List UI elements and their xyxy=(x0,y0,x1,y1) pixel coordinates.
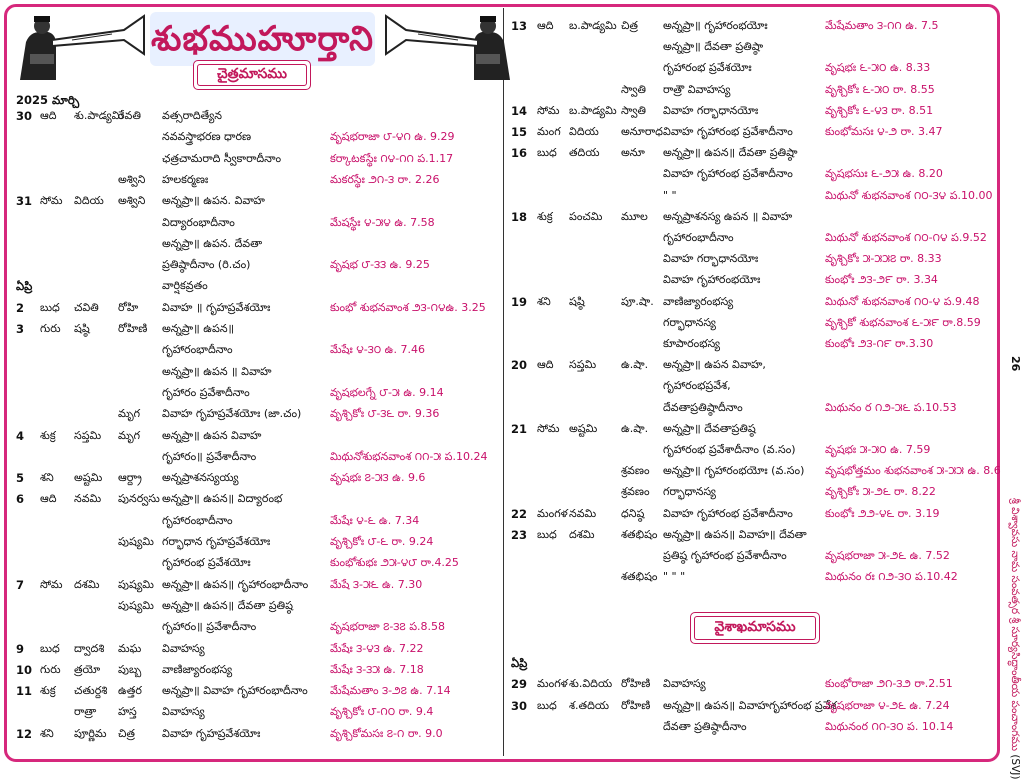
entry-row xyxy=(0,660,503,680)
entry-time: మకరస్థేః ౨౧-౩ రా. 2.26 xyxy=(330,172,440,186)
entry-time: వృషభరాజా ౭-౩౭ ప.8.58 xyxy=(330,620,446,634)
entry-date: 23 xyxy=(511,527,528,542)
entry-day: సోమ xyxy=(40,194,63,208)
entry-day: ఆది xyxy=(537,358,554,372)
entry-tithi: అష్టమి xyxy=(74,471,103,485)
entry-event: వివాహ గృహారంభ ప్రవేశాదీనాం xyxy=(663,167,793,181)
entry-event: దేవతాప్రతిష్ఠాదీనాం xyxy=(663,400,743,414)
entry-date: 20 xyxy=(511,358,528,373)
entry-time: మిథునంర ౧౧-౩౦ ప. 10.14 xyxy=(825,720,954,733)
entry-tithi: త్రయో xyxy=(74,662,101,676)
entry-event: వివాహ గర్భాధానయోః xyxy=(663,252,759,266)
entry-day: సోమ xyxy=(537,421,560,435)
entry-row xyxy=(0,362,503,382)
entry-event: వివాహ గృహారంభయోః xyxy=(663,273,761,287)
side-label-a: శ్రీ విశ్వావసు నామ సంవత్సర శ్రీ xyxy=(1009,498,1021,624)
entry-date: 10 xyxy=(16,662,33,677)
entry-time: మిథునో శుభనవాంశ ౧౦-౩౪ ప.10.00 xyxy=(825,188,993,202)
entry-time: మేషస్థేః ౪-౫౪ ఉ. 7.58 xyxy=(330,215,435,229)
entry-day: శని xyxy=(40,726,54,740)
entry-star: రోహి xyxy=(118,300,139,314)
entry-event: వివాహ గృహారంభ ప్రవేశాదీనాం xyxy=(663,506,793,520)
entry-row xyxy=(503,525,1000,545)
entry-event: అన్నప్రా॥ ఉపన వివాహ, xyxy=(663,358,766,372)
page-title xyxy=(150,12,375,66)
entry-date: 30 xyxy=(511,698,528,713)
entry-event: వార్షికవ్రతం xyxy=(162,279,208,293)
entry-event: విద్యారంభాదీనాం xyxy=(162,215,235,229)
entry-date: 4 xyxy=(16,428,25,443)
entry-event: ప్రతిష్ఠ గృహారంభ ప్రవేశాదీనాం xyxy=(663,549,787,562)
entry-event: గృహారంభాదీనాం xyxy=(162,343,233,357)
entry-date: 6 xyxy=(16,492,25,507)
month-box-vaisakha xyxy=(690,612,820,644)
entry-time: వృషభలగ్నే ౮-౫ ఉ. 9.14 xyxy=(330,385,444,399)
entry-event: అన్నప్రా॥ గృహారంభయోః (వ.సం) xyxy=(663,464,805,478)
entry-time: మేషేః ౪-౩౦ ఉ. 7.46 xyxy=(330,343,425,357)
entry-star: ఉ.షా. xyxy=(621,421,649,435)
entry-time: వృశ్చికోః ౫-౫౫౭ రా. 8.33 xyxy=(825,252,942,266)
entry-time: కర్కాటకస్థేః ౧౪-౧౧ ప.1.17 xyxy=(330,151,454,165)
entry-day: ఆది xyxy=(40,109,57,122)
entry-time: వృషభరాజా ౫-౨౬ ఉ. 7.52 xyxy=(825,549,950,562)
entry-date: 15 xyxy=(511,125,528,139)
entry-star: ఉ.షా. xyxy=(621,358,649,372)
entry-day: బుధ xyxy=(537,698,557,712)
entry-event: గర్భాధానస్య xyxy=(663,315,716,329)
entry-day: శుక్ర xyxy=(40,428,56,442)
entry-star: పుష్యమి xyxy=(118,598,154,612)
entry-tithi: విదియ xyxy=(74,194,104,208)
entry-event: వివాహ గృహప్రవేశయోః xyxy=(162,726,261,740)
entry-row xyxy=(503,270,1000,290)
entry-star: అనూ xyxy=(621,146,645,160)
entry-row xyxy=(503,461,1000,481)
entry-day: శని xyxy=(40,471,54,485)
entry-time: మిథునో శుభనవాంశ ౧౦-౧౪ ప.9.52 xyxy=(825,231,987,244)
entry-event: దేవతా ప్రతిష్ఠాదీనాం xyxy=(663,720,747,733)
entry-row xyxy=(0,596,503,616)
entry-date: 9 xyxy=(16,641,25,656)
entry-day: శుక్ర xyxy=(537,209,553,223)
entry-row xyxy=(503,696,1000,716)
entry-time: వృశ్చికోః ౮-౧౦ రా. 9.4 xyxy=(330,705,434,719)
entry-time: కుంభో శుభనవాంశ ౨౩-౧౪ఉ. 3.25 xyxy=(330,300,486,314)
entry-event: అన్నప్రా॥ ఉపన ॥ వివాహ xyxy=(162,364,272,378)
entry-row xyxy=(0,340,503,360)
entry-star: పునర్వసు xyxy=(118,492,160,506)
entry-star: స్వాతి xyxy=(621,103,646,117)
entry-row xyxy=(0,106,503,126)
entry-event: అన్నప్రాశనస్య ఉపన ॥ వివాహ xyxy=(663,209,793,223)
entry-row xyxy=(503,419,1000,439)
entry-event: వత్సరాదిత్యేన xyxy=(162,109,222,122)
entry-tithi: షష్ఠి xyxy=(569,294,585,308)
entry-event: వివాహస్య xyxy=(663,677,706,690)
side-label-c: (SVJ) xyxy=(1009,754,1021,779)
entry-row xyxy=(0,702,503,722)
entry-star: మృగ xyxy=(118,428,141,442)
left-column xyxy=(0,106,503,746)
entry-event: ప్రతిష్ఠాదీనాం (రి.చం) xyxy=(162,258,251,272)
entry-tithi: తదియ xyxy=(569,146,600,160)
entry-event: వివాహ ॥ గృహప్రవేశయోః xyxy=(162,300,271,314)
entry-star: రోహిణి xyxy=(118,322,148,335)
entry-time: మేషేః ౪-౬ ఉ. 7.34 xyxy=(330,513,420,527)
entry-event: అన్నప్రా॥ దేవతాప్రతిష్ఠ xyxy=(663,421,756,435)
entry-event: అన్నప్రా॥ ఉపన॥ వివాహ॥ దేవతా xyxy=(663,527,807,541)
entry-tithi: చతుర్దశి xyxy=(74,684,108,698)
entry-row xyxy=(503,16,1000,36)
entry-row xyxy=(0,276,503,296)
entry-star: ఉత్తర xyxy=(118,684,142,698)
entry-event: వివాహ గృహారంభ ప్రవేశాదీనాం xyxy=(663,125,793,138)
entry-date: 13 xyxy=(511,19,528,33)
entry-star: మఘ xyxy=(118,641,142,655)
entry-time: మేషేమతాం ౩-౨౭ ఉ. 7.14 xyxy=(330,684,451,698)
entry-event: వివాహస్య xyxy=(162,641,205,655)
entry-time: వృషభ ౮-౩౩ ఉ. 9.25 xyxy=(330,258,430,272)
entry-time: కుంభోః ౨౩-౧౯ రా.3.30 xyxy=(825,337,934,350)
entry-row xyxy=(503,207,1000,227)
entry-row xyxy=(503,249,1000,269)
entry-event: అన్నప్రా॥ దేవతా ప్రతిష్ఠా xyxy=(663,40,764,54)
entry-event: వివాహస్య xyxy=(162,705,205,719)
side-label-b: సూర్యసిద్ధాంతీయ పంచాంగము xyxy=(1009,626,1021,751)
entry-time: మిథునం ర ౧౨-౫౬ ప.10.53 xyxy=(825,400,957,414)
entry-row xyxy=(0,191,503,211)
entry-row xyxy=(503,80,1000,100)
entry-event: కూపారంభస్య xyxy=(663,337,721,350)
entry-row xyxy=(503,101,1000,121)
entry-time: కుంభోమసః ౪-౨ రా. 3.47 xyxy=(825,125,943,138)
entry-star: హస్త xyxy=(118,705,137,719)
vaisakha-month-row: ఏప్రి xyxy=(511,656,528,670)
entry-row xyxy=(0,617,503,637)
entry-day: శని xyxy=(537,294,551,308)
entry-event: అన్నప్రా॥ ఉపన॥ దేవతా ప్రతిష్ఠా xyxy=(663,146,798,160)
entry-row xyxy=(503,546,1000,566)
entry-event: " " xyxy=(663,188,677,202)
entry-day: సోమ xyxy=(40,577,63,591)
entry-tithi: పంచమి xyxy=(569,209,603,223)
entry-row xyxy=(503,482,1000,502)
entry-date: 12 xyxy=(16,726,33,741)
entry-row xyxy=(0,404,503,424)
entry-star: పూ.షా. xyxy=(621,294,654,308)
entry-row xyxy=(0,127,503,147)
entry-event: వివాహ గర్భాధానయోః xyxy=(663,103,759,117)
entry-star: శ్రవణం xyxy=(621,485,650,499)
entry-time: కుంభోః ౨౩-౨౯ రా. 3.34 xyxy=(825,273,938,287)
entry-date: 5 xyxy=(16,471,25,486)
entry-date: 18 xyxy=(511,209,528,224)
entry-row xyxy=(0,532,503,552)
entry-time: వృషభః ౭-౫౩ ఉ. 9.6 xyxy=(330,471,426,485)
entry-row xyxy=(503,567,1000,587)
entry-star: మృగ xyxy=(118,407,141,421)
entry-star: పుష్యమి xyxy=(118,577,154,591)
entry-star: శ్రవణం xyxy=(621,464,650,478)
entry-tithi: సప్తమి xyxy=(74,428,102,442)
year-month-heading: 2025 మార్చి xyxy=(16,93,80,107)
vaisakha-column xyxy=(503,674,1000,744)
entry-row xyxy=(503,717,1000,737)
entry-day: గురు xyxy=(40,662,61,676)
entry-row xyxy=(503,58,1000,78)
entry-event: అన్నప్రా॥ వివాహ గృహారంభాదీనాం xyxy=(162,684,308,698)
entry-row xyxy=(503,440,1000,460)
entry-date: 16 xyxy=(511,146,528,161)
herald-trumpeter-left-icon xyxy=(12,10,152,90)
entry-row xyxy=(0,681,503,701)
entry-time: కుంభోశుభః ౨౫-౪౮ రా.4.25 xyxy=(330,556,459,570)
entry-time: వృశ్చికో శుభనవాంశ ౬-౫౯ రా.8.59 xyxy=(825,315,981,329)
entry-event: అన్నప్రా॥ ఉపన॥ విద్యారంభ xyxy=(162,492,283,506)
entry-star: స్వాతి xyxy=(621,82,646,96)
entry-row xyxy=(0,553,503,573)
entry-row xyxy=(0,426,503,446)
entry-star: శతభిషం xyxy=(621,570,658,584)
entry-row xyxy=(503,674,1000,694)
entry-star: ధనిష్ఠ xyxy=(621,506,645,520)
entry-event: అన్నప్రా॥ ఉపన॥ దేవతా ప్రతిష్ఠ xyxy=(162,598,293,612)
entry-row xyxy=(503,504,1000,524)
entry-time: వృషభసుః ౬-౨౫ ఉ. 8.20 xyxy=(825,167,943,181)
entry-time: మేషేః ౩-౩౫ ఉ. 7.18 xyxy=(330,662,424,676)
entry-row xyxy=(503,186,1000,206)
entry-event: అన్నప్రా॥ ఉపన॥ xyxy=(162,322,235,335)
entry-tithi: షష్ఠి xyxy=(74,322,90,335)
entry-date: 3 xyxy=(16,322,25,336)
entry-time: మేషేమతాం ౩-౧౧ ఉ. 7.5 xyxy=(825,19,939,32)
entry-day: గురు xyxy=(40,322,61,335)
entry-day: బుధ xyxy=(537,527,557,541)
entry-row xyxy=(503,37,1000,57)
right-column xyxy=(503,16,1001,584)
entry-event: అన్నప్రా॥ ఉపన॥ గృహారంభాదీనాం xyxy=(162,577,309,591)
entry-tithi: నవమి xyxy=(74,492,102,506)
month-chaitra-label: చైత్రమాసము xyxy=(217,65,287,82)
entry-tithi: సప్తమి xyxy=(569,358,597,372)
entry-row xyxy=(0,511,503,531)
entry-event: అన్నప్రా॥ ఉపన॥ వివాహగృహారంభ ప్రవేశ xyxy=(663,698,837,712)
entry-star: శతభిషం xyxy=(621,527,658,541)
entry-event: రాత్రౌ వివాహస్య xyxy=(663,82,731,96)
entry-tithi: శ.తదియ xyxy=(569,698,610,712)
entry-time: మేషేః ౩-౪౩ ఉ. 7.22 xyxy=(330,641,424,655)
side-publication-label xyxy=(1004,498,1022,779)
entry-row xyxy=(503,334,1000,354)
entry-day: మంగళ xyxy=(537,677,568,690)
entry-row xyxy=(503,292,1000,312)
entry-date: 14 xyxy=(511,103,528,118)
entry-tithi: అష్టమి xyxy=(569,421,598,435)
entry-day: శుక్ర xyxy=(40,684,56,698)
entry-tithi: విదియ xyxy=(569,125,599,138)
entry-time: వృశ్చికోః ౬-౪౩ రా. 8.51 xyxy=(825,103,934,117)
entry-event: గృహారంభప్రవేశ, xyxy=(663,379,731,393)
entry-star: చిత్ర xyxy=(621,19,638,32)
entry-day: బుధ xyxy=(537,146,557,160)
entry-time: మిథునం రః ౧౨-౩౦ ప.10.42 xyxy=(825,570,958,584)
entry-time: వృషభరాజా ౪-౨౬ ఉ. 7.24 xyxy=(825,698,950,712)
entry-event: గృహారం॥ ప్రవేశాదీనాం xyxy=(162,620,257,634)
entry-row xyxy=(503,164,1000,184)
page-title-text: శుభముహూర్తాని xyxy=(150,19,375,59)
entry-tithi: పూర్ణిమ xyxy=(74,726,107,740)
entry-time: వృశ్చికోః ౮-౬ రా. 9.24 xyxy=(330,535,434,548)
entry-day: బుధ xyxy=(40,300,60,314)
entry-event: హలకర్మణః xyxy=(162,172,209,186)
entry-event: గృహారం॥ ప్రవేశాదీనాం xyxy=(162,449,257,463)
entry-date: 29 xyxy=(511,677,528,691)
entry-row xyxy=(503,376,1000,396)
entry-day: ఆది xyxy=(40,492,57,506)
entry-row xyxy=(0,575,503,595)
entry-time: వృషభరాజా ౮-౪౧ ఉ. 9.29 xyxy=(330,130,455,144)
entry-star: రోహిణి xyxy=(621,677,651,690)
entry-time: మేషే ౩-౫౬ ఉ. 7.30 xyxy=(330,577,423,591)
entry-event: గర్భాధాన గృహప్రవేశయోః xyxy=(162,535,271,548)
entry-row xyxy=(0,234,503,254)
entry-tithi: నవమి xyxy=(569,506,597,520)
entry-time: కుంభోరాజా ౨౧-౩౨ రా.2.51 xyxy=(825,677,953,690)
entry-row xyxy=(0,468,503,488)
entry-event: వాణిజ్యారంభస్య xyxy=(663,294,734,308)
entry-time: కుంభోః ౨౨-౪౬ రా. 3.19 xyxy=(825,506,940,520)
entry-event: గృహారంభాదీనాం xyxy=(162,513,233,527)
entry-event: అన్నప్రా॥ ఉపన వివాహ xyxy=(162,428,262,442)
entry-time: మిథునో శుభనవాంశ ౧౦-౪ ప.9.48 xyxy=(825,294,980,308)
entry-time: వృశ్చికోః ౮-౩౬ రా. 9.36 xyxy=(330,407,440,421)
entry-time: వృశ్చికోః ౫-౨౬ రా. 8.22 xyxy=(825,485,936,499)
entry-star: రేవతి xyxy=(118,109,141,122)
entry-date: ఏప్రి xyxy=(16,279,33,294)
entry-star: పుబ్బ xyxy=(118,662,142,676)
entry-event: గృహారంభ ప్రవేశయోః xyxy=(663,61,752,75)
entry-tithi: శు.పాడ్యమి xyxy=(74,109,124,122)
entry-day: మంగళ xyxy=(537,506,568,520)
entry-star: చిత్ర xyxy=(118,726,135,740)
entry-row xyxy=(0,170,503,190)
entry-event: అన్నప్రా॥ ఉపన. వివాహ xyxy=(162,194,265,208)
entry-row xyxy=(0,213,503,233)
entry-star: ఆర్ద్రా xyxy=(118,471,142,485)
entry-date: 11 xyxy=(16,684,33,699)
entry-time: వృషభోత్తమం శుభనవాంశ ౫-౫౫ ఉ. 8.6 xyxy=(825,464,1001,478)
entry-row xyxy=(503,228,1000,248)
entry-row xyxy=(0,639,503,659)
entry-time: మిథునోశుభనవాంశ ౧౧-౫ ప.10.24 xyxy=(330,449,488,463)
entry-row xyxy=(503,313,1000,333)
entry-time: వృషభః ౬-౫౦ ఉ. 8.33 xyxy=(825,61,931,75)
entry-row xyxy=(0,724,503,744)
herald-trumpeter-right-icon xyxy=(378,10,518,90)
entry-event: గృహారంభాదీనాం xyxy=(663,231,734,244)
entry-tithi: ద్వాదశి xyxy=(74,641,105,655)
entry-row xyxy=(0,149,503,169)
entry-tithi: దశమి xyxy=(569,527,595,541)
entry-tithi: దశమి xyxy=(74,577,100,591)
entry-day: బుధ xyxy=(40,641,60,655)
entry-time: వృశ్చికోమసః ౭-౧ రా. 9.0 xyxy=(330,726,443,740)
entry-row xyxy=(503,398,1000,418)
entry-day: ఆది xyxy=(537,19,554,32)
entry-time: వృశ్చికోః ౬-౫౦ రా. 8.55 xyxy=(825,82,935,96)
entry-tithi: శు.విదియ xyxy=(569,677,613,690)
entry-event: అన్నప్రా॥ ఉపన. దేవతా xyxy=(162,236,263,250)
entry-tithi: చవితి xyxy=(74,300,99,314)
entry-row xyxy=(0,319,503,339)
entry-event: " " " xyxy=(663,570,686,584)
entry-event: ఛత్రచామరాది స్వీకారాదీనాం xyxy=(162,151,282,165)
entry-tithi: బ.పాడ్యమి xyxy=(569,103,617,117)
entry-date: 21 xyxy=(511,421,528,436)
entry-row xyxy=(0,383,503,403)
entry-event: వివాహ గృహప్రవేశయోః (జా.చం) xyxy=(162,407,302,421)
entry-event: గృహారం ప్రవేశాదీనాం xyxy=(162,385,250,399)
entry-date: 2 xyxy=(16,300,25,315)
entry-event: అన్నప్రాశనస్యయ్య xyxy=(162,471,239,485)
entry-time: వృషభః ౫-౫౦ ఉ. 7.59 xyxy=(825,443,931,456)
month-box-chaitra xyxy=(193,60,311,90)
entry-row xyxy=(503,122,1000,142)
entry-event: అన్నప్రా॥ గృహారంభయోః xyxy=(663,19,768,32)
entry-star: రోహిణి xyxy=(621,698,651,712)
entry-row xyxy=(503,355,1000,375)
entry-event: నవవస్త్రాభరణ ధారణ xyxy=(162,130,252,144)
entry-event: గృహారంభ ప్రవేశయోః xyxy=(162,556,251,570)
entry-row xyxy=(0,447,503,467)
page-number: 26 xyxy=(1009,356,1022,372)
entry-date: 31 xyxy=(16,194,33,209)
entry-event: గర్భాధానస్య xyxy=(663,485,716,499)
entry-star: మూల xyxy=(621,209,648,223)
entry-star: అనూరాధ xyxy=(621,125,663,138)
entry-day: మంగ xyxy=(537,125,561,138)
entry-date: 7 xyxy=(16,577,25,592)
entry-tithi: రాత్రా xyxy=(74,705,97,719)
entry-star: అశ్విని xyxy=(118,172,146,186)
entry-date: 30 xyxy=(16,109,33,123)
entry-day: సోమ xyxy=(537,103,560,117)
entry-event: గృహారంభ ప్రవేశాదీనాం (వ.సం) xyxy=(663,443,796,456)
entry-row xyxy=(503,143,1000,163)
entry-row xyxy=(0,298,503,318)
entry-date: 19 xyxy=(511,294,528,309)
entry-tithi: బ.పాడ్యమి xyxy=(569,19,617,32)
entry-star: అశ్విని xyxy=(118,194,146,208)
entry-event: వాణిజ్యారంభస్య xyxy=(162,662,233,676)
entry-row xyxy=(0,255,503,275)
month-vaisakha-label: వైశాఖమాసము xyxy=(714,618,796,635)
entry-star: పుష్యమి xyxy=(118,535,154,548)
entry-date: 22 xyxy=(511,506,528,521)
entry-row xyxy=(0,489,503,509)
